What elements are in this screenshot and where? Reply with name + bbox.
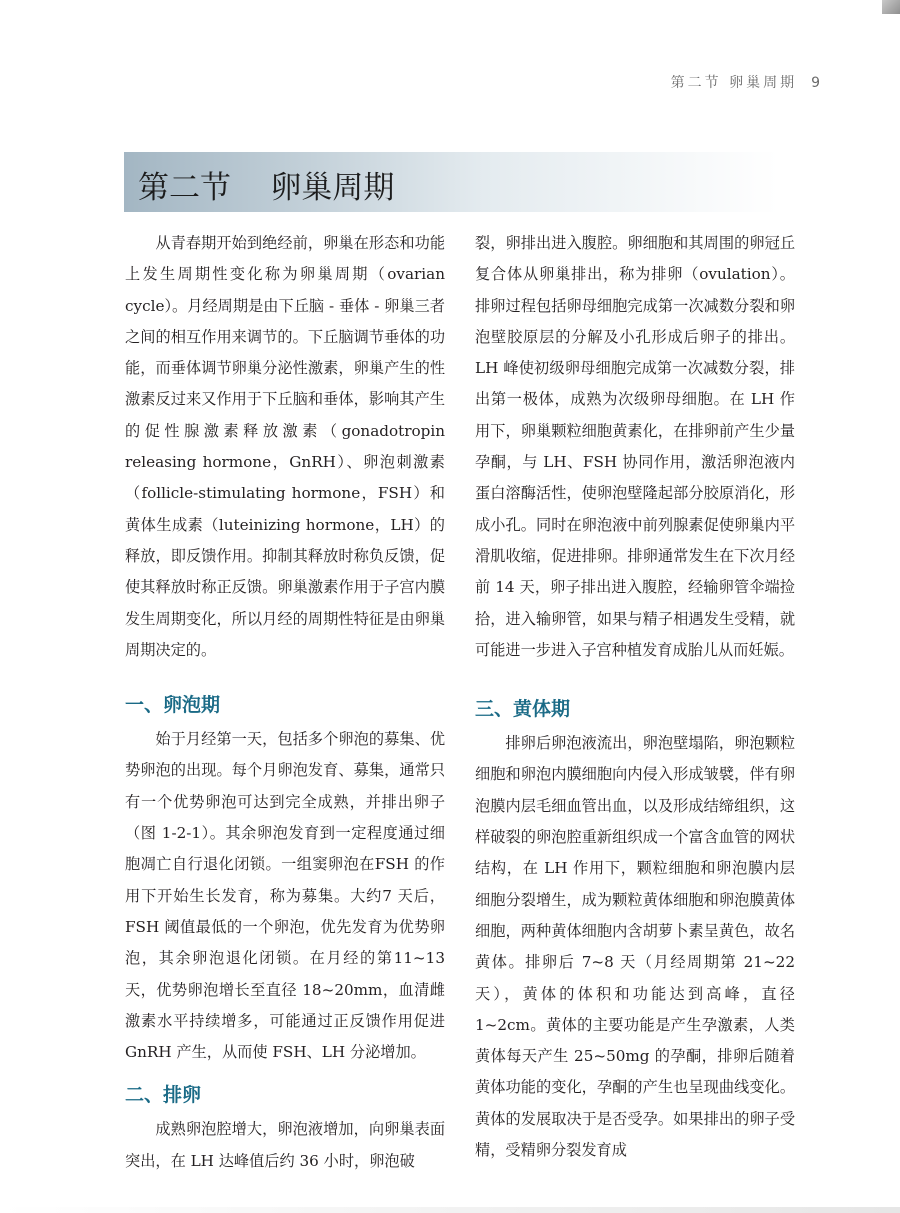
left-column <box>125 228 445 1177</box>
follicular-paragraph: 始于月经第一天，包括多个卵泡的募集、优势卵泡的出现。每个月卵泡发育、募集，通常只有一个优势卵泡可达到完全成熟，并排出卵子（图 1-2-1）。其余卵泡发育到一定程度通过细胞凋亡自行退化闭锁。一组窦卵泡在FSH 的作用下开始生长发育，称为募集。大约7 天后，FSH 阈值最低的一个卵泡，优先发育为优势卵泡，其余卵泡退化闭锁。在月经的第11~13 天，优势卵泡增长至直径 18~20mm，血清雌激素水平持续增多，可能通过正反馈作用促进 GnRH 产生，从而使 FSH、LH 分泌增加。 <box>125 730 445 1062</box>
running-header-title: 第二节 卵巢周期 <box>670 75 798 91</box>
running-header <box>671 72 820 92</box>
page-corner-mark <box>882 0 900 14</box>
page-edge-shade <box>0 1207 900 1213</box>
heading-ovulation: 二、排卵 <box>125 1084 202 1107</box>
intro-paragraph: 从青春期开始到绝经前，卵巢在形态和功能上发生周期性变化称为卵巢周期（ovarian cycle）。月经周期是由下丘脑 - 垂体 - 卵巢三者之间的相互作用来调节的。下丘脑调节垂体的功能，而垂体调节卵巢分泌性激素，卵巢产生的性激素反过来又作用于下丘脑和垂体，影响其产生的促性腺激素释放激素（gonadotropin releasing hormone，GnRH）、卵泡刺激素（follicle-stimulating hormone，FSH）和黄体生成素（luteinizing hormone，LH）的释放，即反馈作用。抑制其释放时称负反馈，促使其释放时称正反馈。卵巢激素作用于子宫内膜发生周期变化，所以月经的周期性特征是由卵巢周期决定的。 <box>125 234 445 659</box>
ovulation-paragraph-start: 成熟卵泡腔增大，卵泡液增加，向卵巢表面突出，在 LH 达峰值后约 36 小时，卵泡破 <box>125 1120 445 1170</box>
heading-luteal-phase: 三、黄体期 <box>475 698 571 721</box>
ovulation-paragraph-continued: 裂，卵排出进入腹腔。卵细胞和其周围的卵冠丘复合体从卵巢排出，称为排卵（ovulation）。排卵过程包括卵母细胞完成第一次减数分裂和卵泡壁胶原层的分解及小孔形成后卵子的排出。LH 峰使初级卵母细胞完成第一次减数分裂，排出第一极体，成熟为次级卵母细胞。在 LH 作用下，卵巢颗粒细胞黄素化，在排卵前产生少量孕酮，与 LH、FSH 协同作用，激活卵泡液内蛋白溶酶活性，使卵泡壁隆起部分胶原消化，形成小孔。同时在卵泡液中前列腺素促使卵巢内平滑肌收缩，促进排卵。排卵通常发生在下次月经前 14 天，卵子排出进入腹腔，经输卵管伞端捡拾，进入输卵管，如果与精子相遇发生受精，就可能进一步进入子宫种植发育成胎儿从而妊娠。 <box>475 234 795 659</box>
section-title: 第二节 卵巢周期 <box>138 170 395 206</box>
section-title-banner <box>124 152 778 212</box>
right-column <box>475 228 795 1166</box>
page-number: 9 <box>811 75 820 91</box>
luteal-paragraph: 排卵后卵泡液流出，卵泡壁塌陷，卵泡颗粒细胞和卵泡内膜细胞向内侵入形成皱襞，伴有卵泡膜内层毛细血管出血，以及形成结缔组织，这样破裂的卵泡腔重新组织成一个富含血管的网状结构，在 LH 作用下，颗粒细胞和卵泡膜内层细胞分裂增生，成为颗粒黄体细胞和卵泡膜黄体细胞，两种黄体细胞内含胡萝卜素呈黄色，故名黄体。排卵后 7~8 天（月经周期第 21~22 天），黄体的体积和功能达到高峰，直径 1~2cm。黄体的主要功能是产生孕激素，人类黄体每天产生 25~50mg 的孕酮，排卵后随着黄体功能的变化，孕酮的产生也呈现曲线变化。黄体的发展取决于是否受孕。如果排出的卵子受精，受精卵分裂发育成 <box>475 734 795 1160</box>
heading-follicular-phase: 一、卵泡期 <box>125 694 221 717</box>
